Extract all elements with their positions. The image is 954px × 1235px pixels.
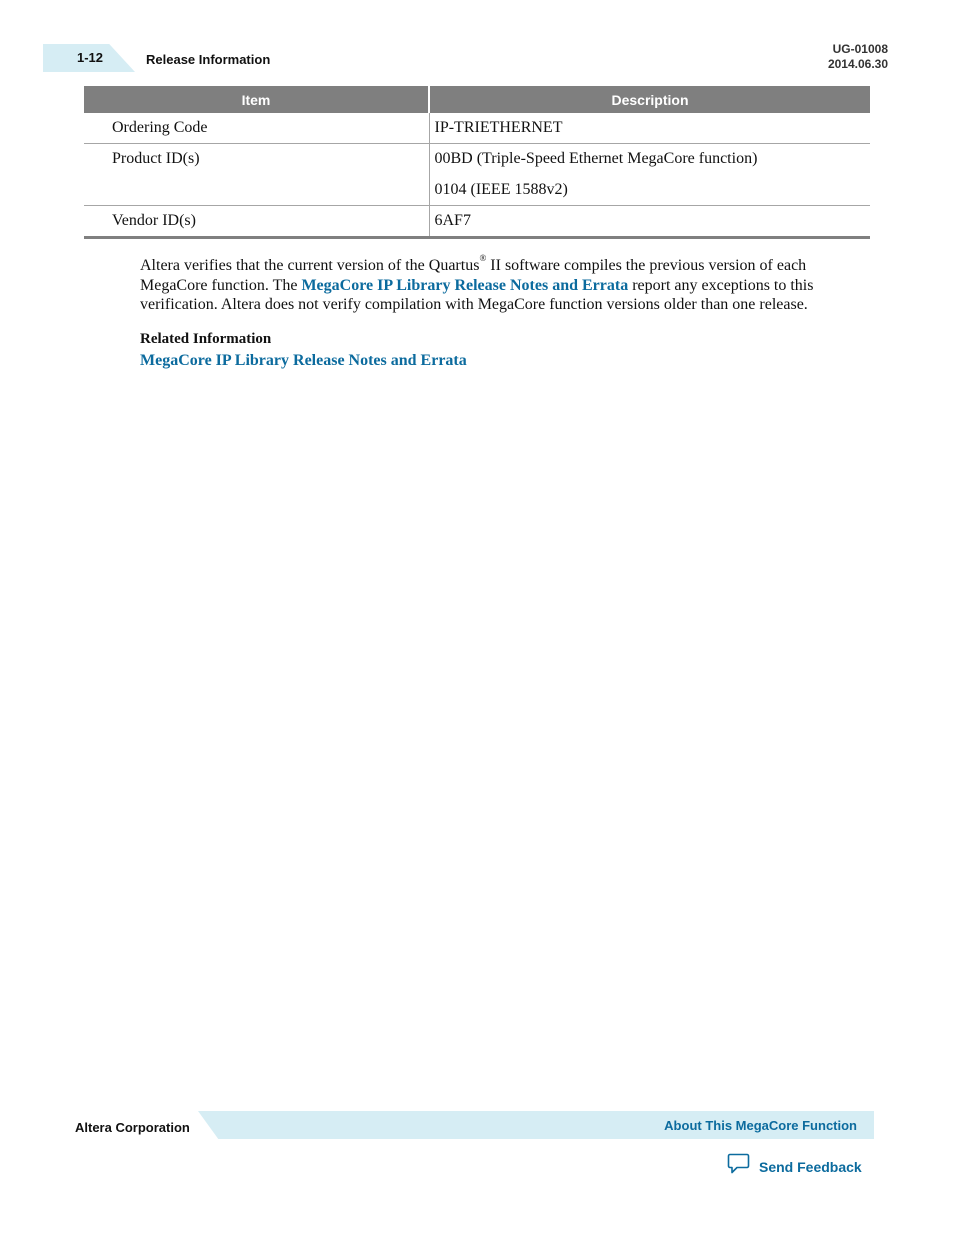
release-notes-inline-link[interactable]: MegaCore IP Library Release Notes and Errata bbox=[301, 276, 629, 294]
paragraph-text: report any exceptions to this verification. Altera does not verify compilation with MegaCore function versions older than one release. bbox=[140, 276, 814, 313]
description-text: IP-TRIETHERNET bbox=[434, 119, 563, 136]
release-info-table bbox=[84, 86, 870, 239]
column-header-item: Item bbox=[84, 86, 429, 113]
item-cell bbox=[84, 113, 429, 144]
send-feedback-button[interactable] bbox=[727, 1153, 862, 1180]
body-paragraph bbox=[140, 253, 865, 315]
item-text: Product ID(s) bbox=[112, 150, 200, 167]
table-row bbox=[84, 144, 870, 206]
page-number: 1-12 bbox=[77, 50, 104, 65]
item-text: Vendor ID(s) bbox=[112, 212, 196, 229]
related-information-heading: Related Information bbox=[140, 331, 272, 347]
document-date: 2014.06.30 bbox=[827, 57, 888, 71]
section-title: Release Information bbox=[146, 52, 271, 67]
send-feedback-label: Send Feedback bbox=[759, 1158, 862, 1175]
registered-mark: ® bbox=[479, 253, 487, 263]
description-text: 00BD (Triple-Speed Ethernet MegaCore function) bbox=[434, 150, 758, 167]
item-cell bbox=[84, 206, 429, 238]
description-text: 0104 (IEEE 1588v2) bbox=[434, 181, 568, 198]
table-row bbox=[84, 113, 870, 144]
description-cell bbox=[429, 144, 870, 206]
item-cell bbox=[84, 144, 429, 206]
column-header-description: Description bbox=[429, 86, 870, 113]
item-text: Ordering Code bbox=[112, 119, 208, 136]
release-notes-related-link[interactable]: MegaCore IP Library Release Notes and Errata bbox=[140, 352, 467, 369]
table-row bbox=[84, 206, 870, 238]
description-cell bbox=[429, 206, 870, 238]
chapter-link[interactable]: About This MegaCore Function bbox=[664, 1118, 857, 1133]
company-name: Altera Corporation bbox=[75, 1120, 190, 1135]
description-cell bbox=[429, 113, 870, 144]
table-header-row bbox=[84, 86, 870, 113]
document-id: UG-01008 bbox=[832, 42, 888, 56]
document-id-block bbox=[828, 42, 888, 72]
speech-bubble-icon bbox=[727, 1153, 750, 1180]
description-text: 6AF7 bbox=[434, 212, 471, 229]
paragraph-text: Altera verifies that the current version of the Quartus bbox=[140, 257, 480, 274]
paragraph-text: II software compiles the previous version of each MegaCore function. The bbox=[140, 257, 807, 294]
